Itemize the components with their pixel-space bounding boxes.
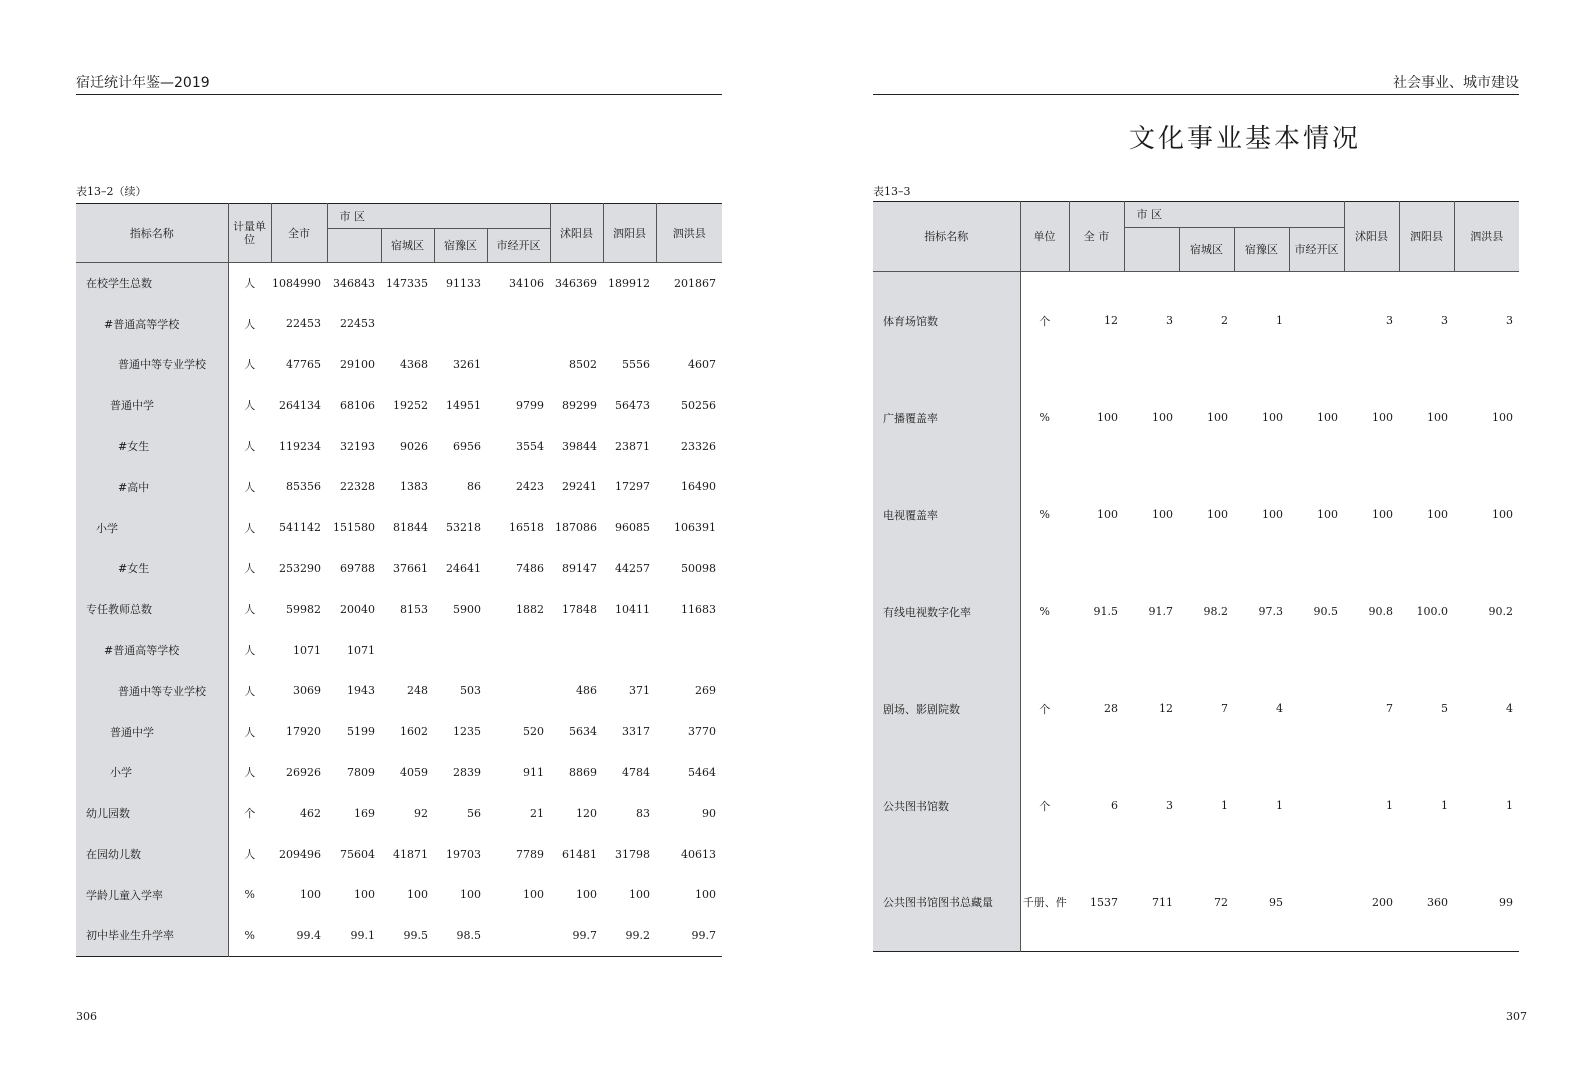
row-label: 公共图书馆数 bbox=[873, 757, 1020, 854]
table-cell: 19703 bbox=[446, 847, 481, 861]
table-row bbox=[76, 834, 722, 875]
table-row bbox=[76, 630, 722, 671]
table-cell: 56473 bbox=[615, 398, 650, 412]
table-cell: 1235 bbox=[453, 725, 481, 739]
table-cell: 5556 bbox=[622, 357, 650, 371]
table-cell: 1943 bbox=[347, 684, 375, 698]
table-cell: 100 bbox=[1152, 508, 1173, 521]
culture-table-body bbox=[873, 272, 1519, 952]
table-cell: 100 bbox=[1097, 411, 1118, 424]
table-cell: 360 bbox=[1427, 895, 1448, 909]
header-shuyang: 沭阳县 bbox=[550, 204, 603, 263]
row-label: 专任教师总数 bbox=[76, 589, 228, 630]
table-cell: 1 bbox=[1276, 314, 1283, 327]
row-label: #女生 bbox=[76, 548, 228, 589]
table-cell: 2423 bbox=[516, 480, 544, 494]
table-number-left: 表13–2（续） bbox=[76, 185, 147, 198]
row-unit: 个 bbox=[1039, 799, 1051, 813]
row-label: #普通高等学校 bbox=[76, 303, 228, 344]
table-cell: 2839 bbox=[453, 765, 481, 779]
table-cell: 100 bbox=[1262, 411, 1283, 424]
table-cell: 23871 bbox=[615, 439, 650, 453]
table-cell: 96085 bbox=[615, 521, 650, 535]
table-row bbox=[76, 589, 722, 630]
table-cell: 8502 bbox=[569, 357, 597, 371]
table-cell: 17920 bbox=[286, 725, 321, 739]
table-cell bbox=[487, 630, 550, 671]
row-unit: 人 bbox=[244, 766, 256, 780]
education-table-body bbox=[76, 263, 722, 957]
row-unit: 个 bbox=[1039, 314, 1051, 328]
row-unit: % bbox=[244, 928, 255, 942]
row-label: 小学 bbox=[76, 507, 228, 548]
row-label: 普通中等专业学校 bbox=[76, 344, 228, 385]
row-label: 广播覆盖率 bbox=[873, 369, 1020, 466]
table-cell: 1 bbox=[1441, 799, 1448, 812]
table-cell: 50256 bbox=[681, 398, 716, 412]
table-row bbox=[76, 263, 722, 304]
table-cell: 90.5 bbox=[1313, 605, 1338, 618]
table-cell: 7789 bbox=[516, 847, 544, 861]
table-row bbox=[76, 752, 722, 793]
table-cell: 911 bbox=[523, 765, 544, 779]
table-cell: 264134 bbox=[279, 398, 321, 412]
table-cell: 22328 bbox=[340, 480, 375, 494]
table-cell: 37661 bbox=[393, 561, 428, 575]
table-cell: 189912 bbox=[608, 276, 650, 290]
table-cell: 56 bbox=[467, 806, 481, 820]
table-cell: 4059 bbox=[400, 765, 428, 779]
table-cell: 89147 bbox=[562, 561, 597, 575]
table-cell bbox=[487, 303, 550, 344]
header-city: 全市 bbox=[271, 204, 327, 263]
header-suchen: 宿城区 bbox=[1179, 228, 1234, 272]
table-cell: 3 bbox=[1166, 314, 1173, 327]
table-cell: 22453 bbox=[340, 317, 375, 331]
row-unit: 个 bbox=[1039, 702, 1051, 716]
table-cell: 69788 bbox=[340, 561, 375, 575]
table-cell bbox=[603, 303, 656, 344]
table-cell bbox=[656, 303, 722, 344]
row-label: 有线电视数字化率 bbox=[873, 563, 1020, 660]
table-cell: 5634 bbox=[569, 725, 597, 739]
culture-table bbox=[873, 201, 1519, 952]
table-cell: 17848 bbox=[562, 602, 597, 616]
row-unit: 个 bbox=[244, 807, 256, 821]
row-label: 幼儿园数 bbox=[76, 793, 228, 834]
table-cell bbox=[487, 344, 550, 385]
table-cell: 81844 bbox=[393, 521, 428, 535]
table-cell: 3554 bbox=[516, 439, 544, 453]
table-cell: 100 bbox=[407, 888, 428, 902]
table-cell: 503 bbox=[460, 684, 481, 698]
table-cell: 100 bbox=[1372, 508, 1393, 521]
table-cell: 151580 bbox=[333, 521, 375, 535]
table-cell: 29241 bbox=[562, 480, 597, 494]
table-cell: 120 bbox=[576, 806, 597, 820]
table-cell: 100 bbox=[1262, 508, 1283, 521]
row-unit: 人 bbox=[244, 684, 256, 698]
table-cell: 6 bbox=[1111, 799, 1118, 812]
table-row bbox=[76, 874, 722, 915]
table-cell: 19252 bbox=[393, 398, 428, 412]
table-cell: 1 bbox=[1506, 799, 1513, 812]
table-cell: 24641 bbox=[446, 561, 481, 575]
table-cell: 169 bbox=[354, 806, 375, 820]
table-cell bbox=[1289, 757, 1344, 854]
table-cell: 41871 bbox=[393, 847, 428, 861]
table-row bbox=[76, 426, 722, 467]
table-cell: 3770 bbox=[688, 725, 716, 739]
table-cell: 32193 bbox=[340, 439, 375, 453]
row-unit: 人 bbox=[244, 399, 256, 413]
table-cell: 47765 bbox=[286, 357, 321, 371]
row-unit: 人 bbox=[244, 358, 256, 372]
table-cell: 106391 bbox=[674, 521, 716, 535]
table-row bbox=[873, 854, 1519, 951]
row-unit: 人 bbox=[244, 603, 256, 617]
row-unit: 人 bbox=[244, 725, 256, 739]
table-cell: 99.4 bbox=[296, 928, 321, 942]
table-cell: 541142 bbox=[279, 521, 321, 535]
row-unit: % bbox=[1039, 508, 1050, 521]
table-cell: 346843 bbox=[333, 276, 375, 290]
row-label: 电视覆盖率 bbox=[873, 466, 1020, 563]
table-cell: 3261 bbox=[453, 357, 481, 371]
table-cell: 100 bbox=[629, 888, 650, 902]
table-cell: 1882 bbox=[516, 602, 544, 616]
table-cell: 23326 bbox=[681, 439, 716, 453]
table-cell: 5900 bbox=[453, 602, 481, 616]
table-cell: 520 bbox=[523, 725, 544, 739]
running-head-right: 社会事业、城市建设 bbox=[873, 74, 1519, 95]
table-row bbox=[76, 915, 722, 956]
table-cell bbox=[603, 630, 656, 671]
table-row bbox=[76, 793, 722, 834]
table-cell: 100 bbox=[1427, 508, 1448, 521]
table-cell: 21 bbox=[530, 806, 544, 820]
table-cell: 346369 bbox=[555, 276, 597, 290]
table-cell: 8869 bbox=[569, 765, 597, 779]
table-cell: 7486 bbox=[516, 561, 544, 575]
page-number-left: 306 bbox=[76, 1010, 97, 1023]
table-cell bbox=[434, 303, 487, 344]
table-cell: 5464 bbox=[688, 765, 716, 779]
running-head-left: 宿迁统计年鉴—2019 bbox=[76, 74, 722, 95]
row-unit: 人 bbox=[244, 480, 256, 494]
table-row bbox=[873, 757, 1519, 854]
table-cell: 200 bbox=[1372, 895, 1393, 909]
table-cell: 100 bbox=[1372, 411, 1393, 424]
table-row bbox=[76, 466, 722, 507]
table-cell: 7809 bbox=[347, 765, 375, 779]
table-cell: 90.8 bbox=[1368, 605, 1393, 618]
row-unit: 人 bbox=[244, 644, 256, 658]
header-suyu: 宿豫区 bbox=[1234, 228, 1289, 272]
table-cell: 100 bbox=[1207, 411, 1228, 424]
table-cell: 99.5 bbox=[403, 928, 428, 942]
header-urban-spacer bbox=[327, 229, 381, 263]
row-label: 小学 bbox=[76, 752, 228, 793]
row-label: #普通高等学校 bbox=[76, 630, 228, 671]
table-cell: 16518 bbox=[509, 521, 544, 535]
table-cell: 75604 bbox=[340, 847, 375, 861]
table-cell: 10411 bbox=[615, 602, 650, 616]
table-cell bbox=[381, 630, 434, 671]
table-cell: 1 bbox=[1221, 799, 1228, 812]
table-row bbox=[76, 303, 722, 344]
row-label: 普通中学 bbox=[76, 385, 228, 426]
header-urban-spacer bbox=[1124, 228, 1179, 272]
table-cell: 59982 bbox=[286, 602, 321, 616]
row-label: 普通中学 bbox=[76, 711, 228, 752]
table-cell: 100 bbox=[1317, 508, 1338, 521]
table-cell: 4 bbox=[1276, 702, 1283, 715]
table-cell: 248 bbox=[407, 684, 428, 698]
table-cell: 1 bbox=[1276, 799, 1283, 812]
table-cell bbox=[434, 630, 487, 671]
table-cell: 98.2 bbox=[1203, 605, 1228, 618]
table-cell: 5199 bbox=[347, 725, 375, 739]
table-cell: 29100 bbox=[340, 357, 375, 371]
table-cell: 53218 bbox=[446, 521, 481, 535]
row-label: 学龄儿童入学率 bbox=[76, 874, 228, 915]
table-cell: 61481 bbox=[562, 847, 597, 861]
table-row bbox=[873, 272, 1519, 369]
row-label: 在园幼儿数 bbox=[76, 834, 228, 875]
header-shuyang: 沭阳县 bbox=[1344, 202, 1399, 272]
table-cell: 97.3 bbox=[1258, 605, 1283, 618]
table-cell: 6956 bbox=[453, 439, 481, 453]
table-cell: 95 bbox=[1269, 895, 1283, 909]
table-cell: 72 bbox=[1214, 895, 1228, 909]
table-cell: 8153 bbox=[400, 602, 428, 616]
table-cell: 34106 bbox=[509, 276, 544, 290]
table-cell: 83 bbox=[636, 806, 650, 820]
left-page bbox=[0, 0, 793, 1077]
table-cell: 4368 bbox=[400, 357, 428, 371]
table-cell: 92 bbox=[414, 806, 428, 820]
row-unit: 人 bbox=[244, 848, 256, 862]
table-row bbox=[873, 563, 1519, 660]
table-cell: 201867 bbox=[674, 276, 716, 290]
table-cell: 100 bbox=[1207, 508, 1228, 521]
table-cell: 99.2 bbox=[625, 928, 650, 942]
header-unit: 计量单位 bbox=[228, 204, 271, 263]
table-cell: 40613 bbox=[681, 847, 716, 861]
table-cell: 4 bbox=[1506, 702, 1513, 715]
table-cell: 68106 bbox=[340, 398, 375, 412]
right-page bbox=[793, 0, 1587, 1077]
table-cell: 39844 bbox=[562, 439, 597, 453]
table-cell: 20040 bbox=[340, 602, 375, 616]
table-cell: 12 bbox=[1104, 314, 1118, 327]
table-cell: 3 bbox=[1506, 314, 1513, 327]
table-cell: 3 bbox=[1386, 314, 1393, 327]
table-cell: 100 bbox=[460, 888, 481, 902]
table-cell: 99.1 bbox=[350, 928, 375, 942]
table-cell bbox=[381, 303, 434, 344]
row-unit: 人 bbox=[244, 562, 256, 576]
table-cell: 2 bbox=[1221, 314, 1228, 327]
table-cell bbox=[1289, 854, 1344, 951]
header-siyang: 泗阳县 bbox=[1399, 202, 1454, 272]
table-cell: 1383 bbox=[400, 480, 428, 494]
table-cell: 100 bbox=[576, 888, 597, 902]
header-siyang: 泗阳县 bbox=[603, 204, 656, 263]
table-cell: 253290 bbox=[279, 561, 321, 575]
table-cell: 17297 bbox=[615, 480, 650, 494]
table-cell: 16490 bbox=[681, 480, 716, 494]
table-cell: 5 bbox=[1441, 702, 1448, 715]
header-unit: 单位 bbox=[1020, 202, 1069, 272]
table-cell: 91.7 bbox=[1148, 605, 1173, 618]
table-cell: 100 bbox=[354, 888, 375, 902]
header-devzone: 市经开区 bbox=[1289, 228, 1344, 272]
table-cell: 99.7 bbox=[691, 928, 716, 942]
row-unit: % bbox=[244, 888, 255, 902]
table-cell bbox=[550, 630, 603, 671]
table-cell: 100 bbox=[1427, 411, 1448, 424]
header-indicator: 指标名称 bbox=[873, 202, 1020, 272]
table-cell: 11683 bbox=[681, 602, 716, 616]
header-suyu: 宿豫区 bbox=[434, 229, 487, 263]
table-cell: 371 bbox=[629, 684, 650, 698]
table-cell: 100 bbox=[695, 888, 716, 902]
table-cell: 100 bbox=[1097, 508, 1118, 521]
table-cell: 100 bbox=[1492, 411, 1513, 424]
row-label: 普通中等专业学校 bbox=[76, 670, 228, 711]
table-cell: 50098 bbox=[681, 561, 716, 575]
header-urban: 市 区 bbox=[327, 204, 550, 229]
table-row bbox=[76, 507, 722, 548]
table-cell: 1071 bbox=[347, 643, 375, 657]
table-cell: 90 bbox=[702, 806, 716, 820]
table-cell: 86 bbox=[467, 480, 481, 494]
table-cell: 100 bbox=[1492, 508, 1513, 521]
table-cell: 209496 bbox=[279, 847, 321, 861]
table-cell bbox=[487, 915, 550, 956]
table-cell: 100 bbox=[1317, 411, 1338, 424]
table-row bbox=[873, 466, 1519, 563]
table-cell bbox=[550, 303, 603, 344]
page-number-right: 307 bbox=[1506, 1010, 1527, 1023]
table-cell bbox=[1289, 272, 1344, 369]
table-cell: 85356 bbox=[286, 480, 321, 494]
table-cell: 99.7 bbox=[572, 928, 597, 942]
row-label: 在校学生总数 bbox=[76, 263, 228, 304]
table-row bbox=[76, 344, 722, 385]
table-row bbox=[76, 385, 722, 426]
table-cell: 1 bbox=[1386, 799, 1393, 812]
header-sihong: 泗洪县 bbox=[1454, 202, 1519, 272]
table-cell: 91.5 bbox=[1093, 605, 1118, 618]
table-cell: 119234 bbox=[279, 439, 321, 453]
page-title: 文化事业基本情况 bbox=[1128, 124, 1361, 154]
table-cell: 4784 bbox=[622, 765, 650, 779]
header-indicator: 指标名称 bbox=[76, 204, 228, 263]
table-cell: 486 bbox=[576, 684, 597, 698]
header-sihong: 泗洪县 bbox=[656, 204, 722, 263]
table-cell: 462 bbox=[300, 806, 321, 820]
table-cell: 9026 bbox=[400, 439, 428, 453]
table-cell: 99 bbox=[1499, 895, 1513, 909]
row-label: #高中 bbox=[76, 466, 228, 507]
table-cell: 1602 bbox=[400, 725, 428, 739]
table-cell: 89299 bbox=[562, 398, 597, 412]
table-cell: 7 bbox=[1386, 702, 1393, 715]
table-cell: 7 bbox=[1221, 702, 1228, 715]
table-cell: 187086 bbox=[555, 521, 597, 535]
table-cell: 12 bbox=[1159, 702, 1173, 715]
header-urban: 市 区 bbox=[1124, 202, 1344, 228]
row-label: 体育场馆数 bbox=[873, 272, 1020, 369]
table-cell: 14951 bbox=[446, 398, 481, 412]
table-cell: 269 bbox=[695, 684, 716, 698]
table-cell: 9799 bbox=[516, 398, 544, 412]
table-cell: 44257 bbox=[615, 561, 650, 575]
row-unit: % bbox=[1039, 411, 1050, 424]
table-row bbox=[76, 548, 722, 589]
header-city: 全 市 bbox=[1069, 202, 1124, 272]
table-cell: 22453 bbox=[286, 317, 321, 331]
table-cell: 3 bbox=[1441, 314, 1448, 327]
table-row bbox=[873, 660, 1519, 757]
row-label: 剧场、影剧院数 bbox=[873, 660, 1020, 757]
header-devzone: 市经开区 bbox=[487, 229, 550, 263]
table-cell bbox=[487, 670, 550, 711]
table-row bbox=[873, 369, 1519, 466]
table-cell: 100.0 bbox=[1416, 605, 1448, 618]
table-cell: 1084990 bbox=[272, 276, 321, 290]
row-label: #女生 bbox=[76, 426, 228, 467]
row-unit: 人 bbox=[244, 277, 256, 291]
table-cell: 3069 bbox=[293, 684, 321, 698]
row-unit: 人 bbox=[244, 521, 256, 535]
table-cell bbox=[1289, 660, 1344, 757]
table-cell: 3317 bbox=[622, 725, 650, 739]
table-cell: 100 bbox=[523, 888, 544, 902]
table-cell: 28 bbox=[1104, 702, 1118, 715]
education-table bbox=[76, 203, 722, 957]
table-cell: 90.2 bbox=[1488, 605, 1513, 618]
table-cell: 31798 bbox=[615, 847, 650, 861]
table-cell: 91133 bbox=[446, 276, 481, 290]
row-unit: 人 bbox=[244, 440, 256, 454]
table-cell: 147335 bbox=[386, 276, 428, 290]
table-row bbox=[76, 670, 722, 711]
table-cell: 100 bbox=[300, 888, 321, 902]
header-suchen: 宿城区 bbox=[381, 229, 434, 263]
table-row bbox=[76, 711, 722, 752]
table-cell: 1071 bbox=[293, 643, 321, 657]
table-cell: 711 bbox=[1152, 895, 1173, 909]
row-unit: % bbox=[1039, 605, 1050, 618]
table-cell: 3 bbox=[1166, 799, 1173, 812]
row-label: 公共图书馆图书总藏量 bbox=[873, 854, 1020, 951]
table-number-right: 表13–3 bbox=[873, 185, 911, 198]
table-cell: 26926 bbox=[286, 765, 321, 779]
row-label: 初中毕业生升学率 bbox=[76, 915, 228, 956]
table-cell: 98.5 bbox=[456, 928, 481, 942]
row-unit: 人 bbox=[244, 317, 256, 331]
table-cell: 4607 bbox=[688, 357, 716, 371]
row-unit: 千册、件 bbox=[1022, 896, 1067, 910]
table-cell: 100 bbox=[1152, 411, 1173, 424]
table-cell: 1537 bbox=[1090, 895, 1118, 909]
table-cell bbox=[656, 630, 722, 671]
